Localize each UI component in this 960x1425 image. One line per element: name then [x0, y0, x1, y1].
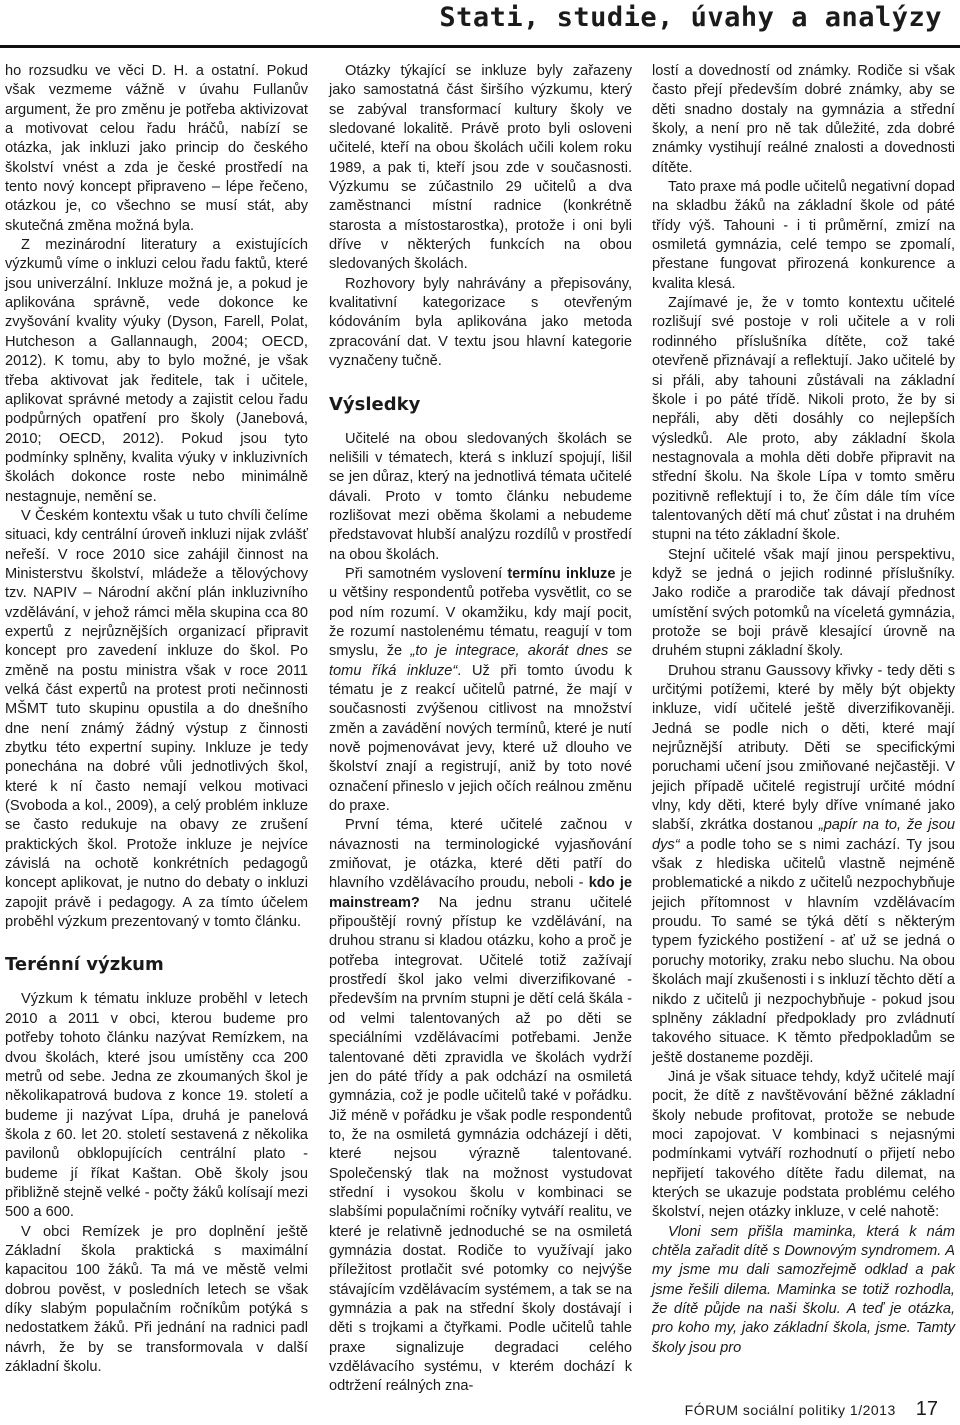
text-run: a podle toho se s nimi zachází. Ty jsou však z hlediska učitelů vlastně nejméně problematické a nikdo z učitelů nezpochybňuje jejich přítomnost v hlavním vzdělávacím proudu. To samé se týká dětí s některým typem fyzického postižení - ať už se jedná o poruchy motoriky, zraku nebo sluchu. Na obou školách mají zkušenosti i s inkluzí těchto dětí a nikdo z učitelů ji nezpochybňuje - pokud jsou splněny základní předpoklady pro zvládnutí takového situace. K těmto předpokladům se ještě dostaneme později.	[652, 836, 955, 1066]
paragraph: Otázky týkající se inkluze byly zařazeny jako samostatná část širšího výzkumu, který se zabýval transformací kultury školy ve sledované lokalitě. Právě proto byli osloveni učitelé, kteří na obou školách učili kolem roku 1989, a pak ti, kteří jsou zde v současnosti. Výzkumu se zúčastnilo 29 učitelů a dva zaměstnanci místní radnice (konkrétně starosta a místostarostka), protože i oni byli dříve v některých funkcích na obou sledovaných školách.	[329, 63, 632, 273]
paragraph: V Českém kontextu však u tuto chvíli čelíme situaci, kdy centrální úroveň inkluzi nijak zvlášť neřeší. V roce 2010 sice zahájil činnost na Ministerstvu školství, mládeže a tělovýchovy tzv. NAPIV – Národní akční plán inkluzivního vzdělávání, v jehož rámci měla skupina cca 80 expertů z nejrůznějších organizací připravit koncept pro zavedení inkluze do škol. Po změně na postu ministra však v roce 2011 velká část expertů na protest proti nečinnosti MŠMT tuto skupinu opustila a do dnešního dne není známý žádný výstup z činnosti zbytku této expertní supiny. Inkluze je tedy ponechána na dobré vůli jednotlivých škol, které k ní často nemají velkou motivaci (Svoboda a kol., 2009), a celý problém inkluze se často redukuje na obavy ze zrušení praktických škol. Protože inkluze je nejvíce závislá na ochotě konkrétních pedagogů koncept aplikovat, je nutno do debaty o inkluzi zapojit právě i pedagogy. A za tímto účelem proběhl výzkum prezentovaný v tomto článku.	[5, 507, 308, 931]
bold-term: kdo je mainstream?	[329, 875, 633, 911]
section-heading-field-research: Terénní výzkum	[5, 954, 164, 976]
text-run: Při samotném vyslovení	[345, 565, 508, 582]
paragraph: Stejní učitelé však mají jinou perspektivu, když se jedná o jejich rodinné příslušníky. Jako rodiče a prarodiče tak dávají přednost umístění svých potomků na víceletá gymnázia, protože se boji právě klesající úrovně na druhém stupni základní školy.	[652, 546, 955, 660]
text-run: Druhou stranu Gaussovy křivky - tedy děti s určitými potížemi, které by měly být objekty inkluze, vidí učitelé ještě diverzifikovaněji. Jedná se podle nich o děti, které mají nejrůznější atributy. Děti se specifickými poruchami učení jsou zmiňované nejčastěji. V jejich případě učitelé registrují určité módní vlny, kdy děti, které byly dříve vnímané jako slabší, zkrátka dostanou	[652, 662, 955, 834]
bold-term: termínu inkluze	[507, 565, 616, 582]
paragraph: lostí a dovedností od známky. Rodiče si však často přejí především dobré známky, aby se děti snadno dostaly na gymnázia a střední školy, a není pro ně tak důležité, zda dobré známky vystihují reálné znalosti a dovednosti dítěte.	[652, 63, 955, 176]
paragraph: Výzkum k tématu inkluze proběhl v letech 2010 a 2011 v obci, kterou budeme pro potřeby tohoto článku nazývat Remízkem, na dvou školách, které jsou umístěny cca 200 metrů od sebe. Jedna ze zkoumaných škol je několikapatrová budova z konce 19. století a budeme ji nazývat Lípa, druhá je panelová škola z 60. let 20. století sestavená z několika pavilonů obklopujících centrální plato - budeme jí říkat Kaštan. Obě školy jsou přibližně stejně velké - počty žáků kolísají mezi 500 a 600.	[5, 991, 308, 1221]
paragraph	[329, 816, 632, 1396]
text-run: je u většiny respondentů potřeba vysvětlit, co se pod ním rozumí. V okamžiku, kdy mají pocit, že rozumí nastolenému tématu, reagují v tom smyslu, že	[329, 565, 632, 660]
paragraph: ho rozsudku ve věci D. H. a ostatní. Pokud však vezmeme vážně v úvahu Fullanův argument, že pro změnu je potřeba aktivizovat a motivovat celou řadu hráčů, nabízí se otázka, jak inkluzi jako princip do českého školství vnést a zda je české prostředí na tento nový koncept připraveno – lépe řečeno, otázkou je, co všechno se musí stát, aby skutečná změna možná byla.	[5, 63, 308, 234]
interview-quote	[652, 1223, 955, 1358]
column-3	[652, 62, 955, 1358]
journal-name: FÓRUM sociální politiky 1/2013	[684, 1402, 896, 1418]
header-rule	[0, 45, 960, 48]
quote: „to je integrace, akorát dnes se tomu říká inkluze“	[329, 643, 632, 679]
text-run: První téma, které učitelé začnou v návaznosti na terminologické vyjasňování zmiňovat, je otázka, které děti patří do hlavního vzdělávacího proudu, neboli -	[329, 817, 632, 892]
column-2	[329, 62, 632, 1397]
column-1	[5, 62, 308, 1377]
paragraph	[652, 662, 955, 1068]
paragraph	[329, 565, 632, 816]
paragraph: Učitelé na obou sledovaných školách se nelišili v tématech, která s inkluzí spojují, lišil se jen důraz, který na jednotlivá témata učitelé dávali. Proto v tomto článku nebudeme rozlišovat mezi oběma školami a nebudeme představovat hlubší analýzu rozdílů v prostředí na obou školách.	[329, 430, 632, 563]
section-heading-results: Výsledky	[329, 393, 421, 415]
text-run: . Už při tomto úvodu k tématu je z reakcí učitelů patrné, že mají v současnosti zvýšenou citlivost na množství změn a zavádění nových termínů, které je nutí nově pojmenovávat jevy, které už dlouho ve školství znají a registrují, aniž by toto nové označení přineslo v jejich očích reálnou změnu do praxe.	[329, 662, 632, 815]
page-footer	[685, 1395, 938, 1421]
paragraph: Tato praxe má podle učitelů negativní dopad na skladbu žáků na základní škole od páté třídy výš. Tahouni - i ti průměrní, zmizí na osmiletá gymnázia, celé tempo se zpomalí, přestane fungovat přirozená konkurence a kvalita klesá.	[652, 179, 955, 292]
page-header	[0, 0, 960, 52]
section-title: Stati, studie, úvahy a analýzy	[439, 2, 942, 33]
paragraph: Rozhovory byly nahrávány a přepisovány, kvalitativní kategorizace s otevřeným kódováním byla aplikována jako metoda zpracování dat. V textu jsou hlavní kategorie vyznačeny tučně.	[329, 275, 632, 370]
text-run: Na jednu stranu učitelé připouštějí rovný přístup ke vzdělávání, na druhou stranu si kladou otázku, koho a proč je potřeba integrovat. Učitelé totiž zažívají prostředí škol jako velmi diverzifikované - především na prvním stupni je dětí celá škála - od velmi talentovaných až po děti se speciálními vzdělávacími potřebami. Jenže talentované děti zpravidla ve školách vydrží jen do páté třídy a pak odchází na osmiletá gymnázia, což je podle učitelů také v pořádku. Již méně v pořádku je však podle respondentů to, že na osmiletá gymnázia odcházejí i děti, které nejsou výrazně talentované. Společenský tlak na možnost vystudovat střední i vysokou školu v kombinaci se slabšími populačními ročníky vytváří realitu, ve které je relativně jednoduché se na osmiletá gymnázia dostat. Rodiče to využívají jako příležitost protlačit své potomky co nejvýše stávajícím vzdělávacím systémem, a tak se na gymnázia a pak na střední školy dostávají i děti s trojkami a čtyřkami. Podle učitelů tahle praxe signalizuje degradaci celého vzdělávacího systému, v kterém dochází k odtržení reálných zna-	[329, 894, 632, 1395]
paragraph: Jiná je však situace tehdy, když učitelé mají pocit, že dítě z navštěvování běžné základní školy nebude profitovat, protože se nebude moci zapojovat. V kombinaci s nejasnými podmínkami vytváří rozhodnutí o přijetí nebo nepřijetí takového dítěte řadu dilemat, na kterých se ukazuje podstata problému celého školství, nejen otázky inkluze, v celé nahotě:	[652, 1068, 955, 1221]
paragraph: Z mezinárodní literatury a existujících výzkumů víme o inkluzi celou řadu faktů, které jsou univerzální. Inkluze možná je, a pokud je aplikována správně, vede dokonce ke zvyšování kvality výuky (Dyson, Farell, Polat, Hutcheson a Gallannaugh, 2004; OECD, 2012). K tomu, aby to bylo možné, je však třeba aktivovat jak ředitele, tak i učitele, aplikovat správné metody a zajistit celou řadu podpůrných opatření pro školy (Janebová, 2010; OECD, 2012). Pokud jsou tyto podmínky splněny, kvalita výuky v inkluzivních školách dokonce roste nebo minimálně nestagnuje, nemění se.	[5, 237, 308, 505]
paragraph: Zajímavé je, že v tomto kontextu učitelé rozlišují své postoje v roli učitele a v roli rodinného příslušníka dítěte, což také otevřeně přiznávají a reflektují. Jako učitelé by si přáli, aby tahouni zůstávali na základní škole i po páté třídě. Nikoli proto, že by si nepřáli, aby děti dosáhly co nejlepších výsledků. Ale proto, aby základní škola nestagnovala a mohla děti dobře připravit na střední školu. Na škole Lípa v tomto směru pozitivně reflektují i to, že čím dále tím více talentovaných dětí má chuť zůstat i na druhém stupni na této základní škole.	[652, 295, 955, 544]
quote: „papír na to, že jsou dys“	[652, 817, 955, 853]
quote: Vloni sem přišla maminka, která k nám chtěla zařadit dítě s Downovým syndromem. A my jsme mu dali samozřejmě odklad a pak jsme řešili dilema. Maminka se totiž rozhodla, že dítě půjde na naši školu. A teď je otázka, pro koho my, jako základní škola, jsme. Tamty školy jsou pro	[652, 1223, 955, 1356]
page-number: 17	[915, 1398, 938, 1420]
paragraph: V obci Remízek je pro doplnění ještě Základní škola praktická s maximální kapacitou 100 žáků. Ta má ve městě velmi dobrou pověst, v posledních letech se však díky slabým populačním ročníkům potýká s nedostatkem žáků. Při jednání na radnici padl návrh, že by se transformovala v další základní školu.	[5, 1223, 308, 1375]
